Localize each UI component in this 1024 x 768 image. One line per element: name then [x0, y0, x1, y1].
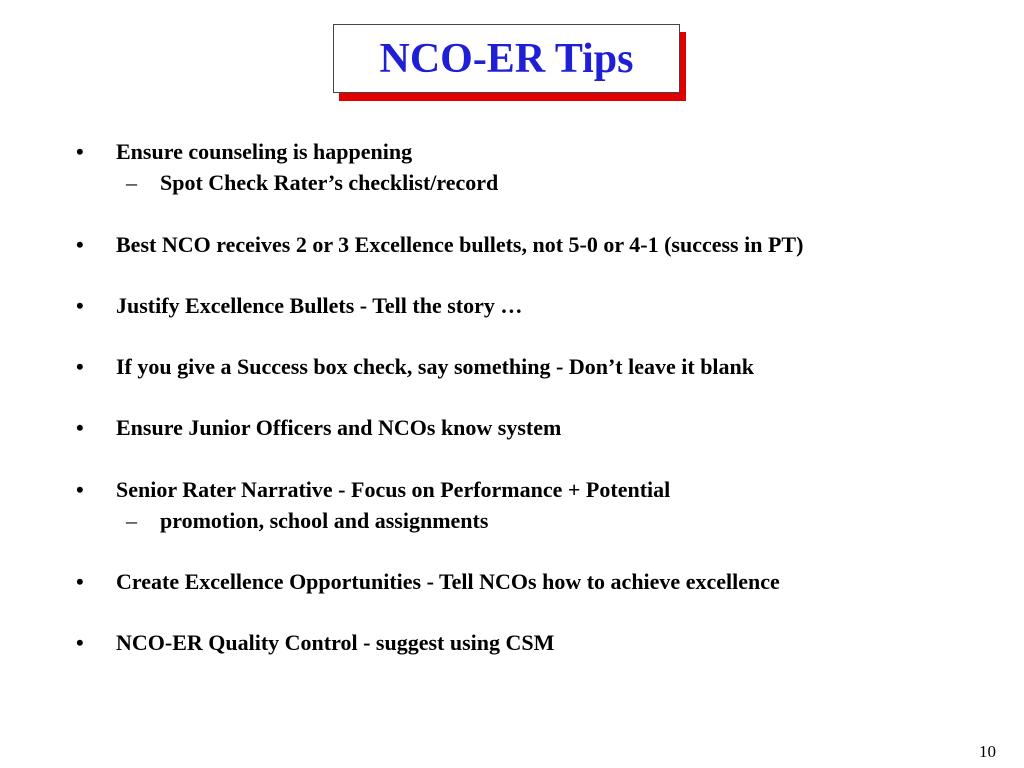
bullet-icon: •: [76, 354, 84, 379]
list-item: [76, 291, 522, 321]
bullet-icon: •: [76, 630, 84, 655]
list-item: [76, 628, 554, 658]
sub-list-item: [126, 168, 498, 198]
slide-title: NCO-ER Tips: [379, 35, 634, 82]
list-item: [76, 567, 780, 597]
bullet-text: Justify Excellence Bullets - Tell the story …: [116, 293, 523, 318]
dash-icon: –: [126, 508, 137, 533]
dash-icon: –: [126, 170, 137, 195]
page-number: 10: [979, 742, 996, 761]
bullet-text: Best NCO receives 2 or 3 Excellence bullets, not 5-0 or 4-1 (success in PT): [116, 232, 804, 257]
list-item: [76, 352, 754, 382]
list-item: [76, 137, 412, 167]
sub-bullet-text: Spot Check Rater’s checklist/record: [160, 170, 499, 195]
bullet-text: Create Excellence Opportunities - Tell NCOs how to achieve excellence: [116, 569, 780, 594]
bullet-text: If you give a Success box check, say something - Don’t leave it blank: [116, 354, 755, 379]
bullet-text: Senior Rater Narrative - Focus on Performance + Potential: [116, 477, 671, 502]
bullet-icon: •: [76, 569, 84, 594]
bullet-icon: •: [76, 293, 84, 318]
bullet-icon: •: [76, 139, 84, 164]
sub-list-item: [126, 506, 488, 536]
bullet-icon: •: [76, 477, 84, 502]
bullet-icon: •: [76, 415, 84, 440]
list-item: [76, 475, 670, 505]
bullet-text: Ensure counseling is happening: [116, 139, 413, 164]
list-item: [76, 230, 803, 260]
bullet-icon: •: [76, 232, 84, 257]
sub-bullet-text: promotion, school and assignments: [160, 508, 489, 533]
list-item: [76, 413, 561, 443]
bullet-text: Ensure Junior Officers and NCOs know system: [116, 415, 562, 440]
bullet-text: NCO-ER Quality Control - suggest using CSM: [116, 630, 555, 655]
